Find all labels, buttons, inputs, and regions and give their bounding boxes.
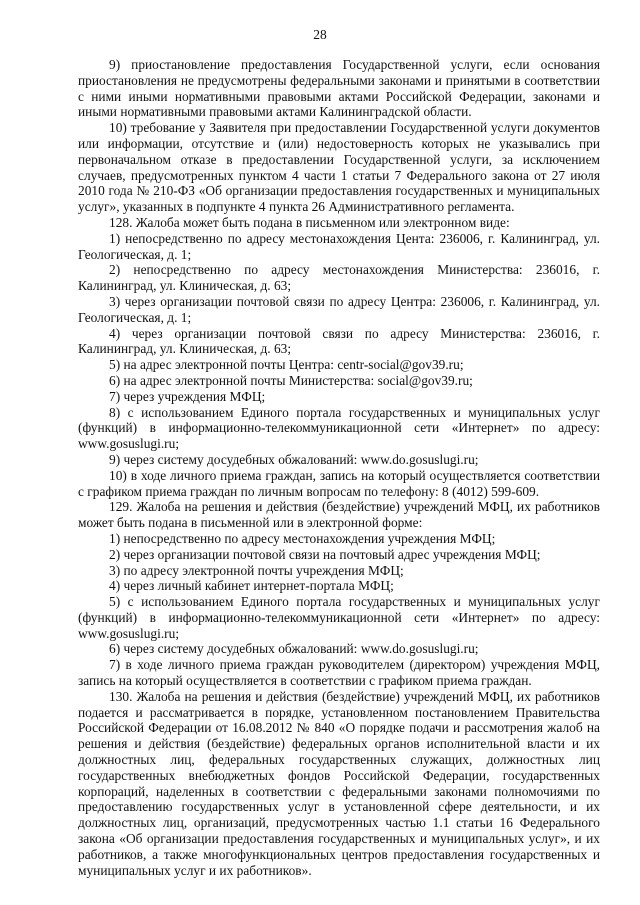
paragraph-128-item-8: 8) с использованием Единого портала государственных и муниципальных услуг (функций) в информационно-телекоммуникационной сети «Интернет» по адресу: www.gosuslugi.ru; xyxy=(78,404,600,452)
paragraph-128-heading: 128. Жалоба может быть подана в письменном или электронном виде: xyxy=(109,214,510,230)
paragraph-128-item-10: 10) в ходе личного приема граждан, запись на который осуществляется соответствии с графиком приема граждан по личным вопросам по телефону: 8 (4012) 599-609. xyxy=(78,467,600,499)
paragraph-128-item-1: 1) непосредственно по адресу местонахождения Цента: 236006, г. Калининград, ул. Геологическая, д. 1; xyxy=(78,230,600,262)
paragraph-128-item-6: 6) на адрес электронной почты Министерства: social@gov39.ru; xyxy=(109,372,473,388)
paragraph-129-heading: 129. Жалоба на решения и действия (бездействие) учреждений МФЦ, их работников может быть подана в письменной или в электронной форме: xyxy=(78,499,600,531)
paragraph-item-10-document-requirement: 10) требование у Заявителя при предоставлении Государственной услуги документов или информации, отсутствие и (или) недостоверность которых не указывались при первоначальном отказе в предоставлении Государственной услуги, за исключением случаев, предусмотренных пунктом 4 части 1 статьи 7 Федерального закона от 27 июля 2010 года № 210-ФЗ «Об организации предоставления государственных и муниципальных услуг», указанных в подпункте 4 пункта 26 Административного регламента. xyxy=(78,120,600,215)
paragraph-129-item-5: 5) с использованием Единого портала государственных и муниципальных услуг (функций) в информационно-телекоммуникационной сети «Интернет» по адресу: www.gosuslugi.ru; xyxy=(78,594,600,641)
paragraph-129-item-7: 7) в ходе личного приема граждан руководителем (директором) учреждения МФЦ, запись на который осуществляется в соответствии с графиком приема граждан. xyxy=(78,657,600,689)
paragraph-129-item-3: 3) по адресу электронной почты учреждения МФЦ; xyxy=(109,562,404,578)
paragraph-128-item-9: 9) через систему досудебных обжалований: www.do.gosuslugi.ru; xyxy=(109,451,479,467)
paragraph-129-item-1: 1) непосредственно по адресу местонахождения учреждения МФЦ; xyxy=(109,530,496,546)
paragraph-128-item-3: 3) через организации почтовой связи по адресу Центра: 236006, г. Калининград, ул. Геологическая, д. 1; xyxy=(78,293,600,325)
paragraph-130: 130. Жалоба на решения и действия (бездействие) учреждений МФЦ, их работников подается и рассматривается в порядке, установленном постановлением Правительства Российской Федерации от 16.08.2012 № 840 «О порядке подачи и рассмотрения жалоб на решения и действия (бездействие) федеральных органов исполнительной власти и их должностных лиц, федеральных государственных служащих, должностных лиц государственных внебюджетных фондов Российской Федерации, государственных корпораций, наделенных в соответствии с федеральными законами полномочиями по предоставлению государственных услуг в установленной сфере деятельности, и их должностных лиц, организаций, предусмотренных частью 1.1 статьи 16 Федерального закона «Об организации предоставления государственных и муниципальных услуг», и их работников, а также многофункциональных центров предоставления государственных и муниципальных услуг и их работников». xyxy=(78,688,600,878)
paragraph-128-item-4: 4) через организации почтовой связи по адресу Министерства: 236016, г. Калининград, ул. Клиническая, д. 63; xyxy=(78,325,600,357)
paragraph-item-9-suspension: 9) приостановление предоставления Государственной услуги, если основания приостановления не предусмотрены федеральными законами и принятыми в соответствии с ними иными нормативными правовыми актами Российской Федерации, законами и иными нормативными правовыми актами Калининградской области. xyxy=(78,57,600,120)
paragraph-129-item-2: 2) через организации почтовой связи на почтовый адрес учреждения МФЦ; xyxy=(109,546,541,562)
paragraph-128-item-2: 2) непосредственно по адресу местонахождения Министерства: 236016, г. Калининград, ул. Клиническая, д. 63; xyxy=(78,262,600,294)
page-number: 28 xyxy=(313,27,327,42)
paragraph-128-item-7: 7) через учреждения МФЦ; xyxy=(109,388,266,404)
paragraph-129-item-6: 6) через систему досудебных обжалований: www.do.gosuslugi.ru; xyxy=(109,641,479,657)
paragraph-129-item-4: 4) через личный кабинет интернет-портала МФЦ; xyxy=(109,578,394,594)
paragraph-128-item-5: 5) на адрес электронной почты Центра: centr-social@gov39.ru; xyxy=(109,357,464,373)
document-body xyxy=(78,57,600,878)
